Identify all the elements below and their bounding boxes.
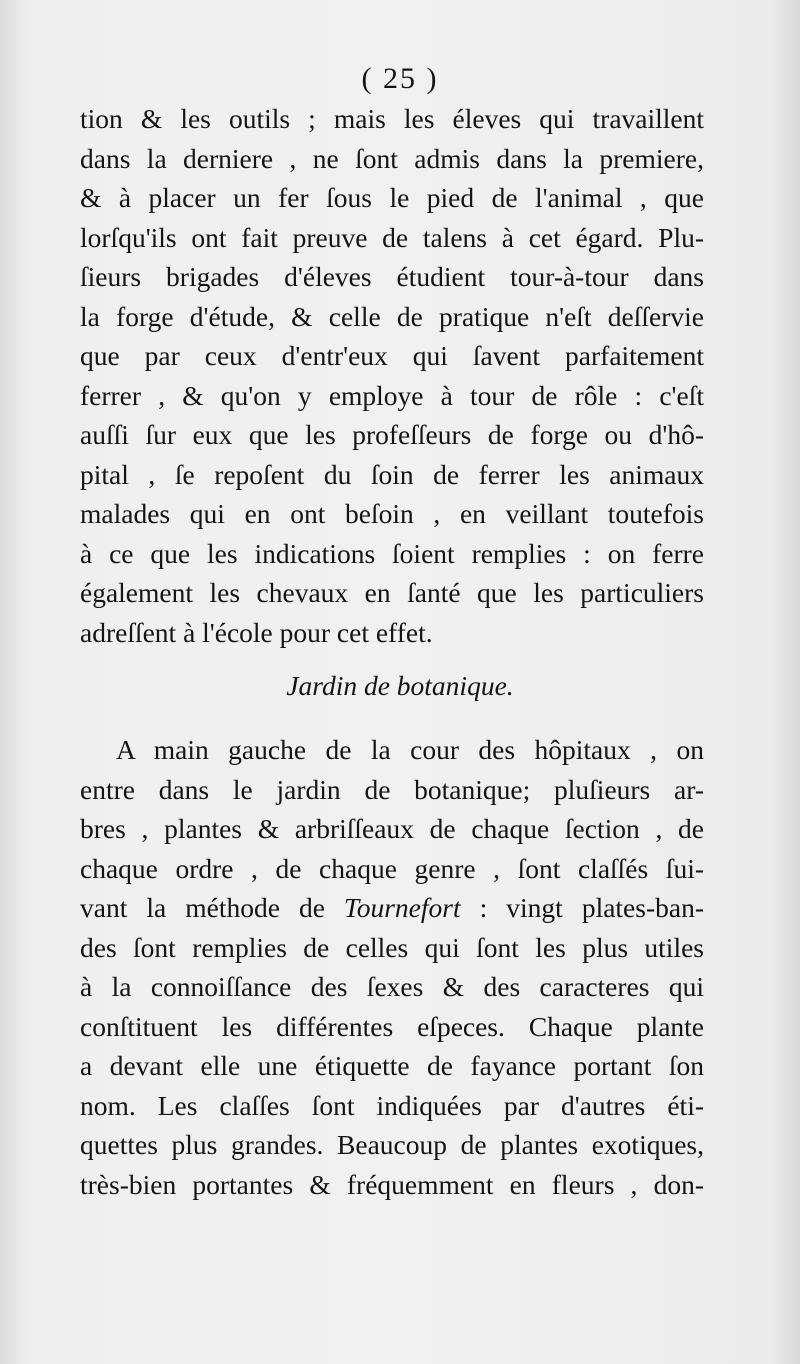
text-line: également les chevaux en ſanté que les particuliers — [80, 577, 704, 608]
text-line: ſieurs brigades d'éleves étudient tour-à-tour dans — [80, 261, 704, 292]
text-line: très-bien portantes & fréquemment en fleurs , don- — [80, 1168, 704, 1200]
text-line: que par ceux d'entr'eux qui ſavent parfaitement — [80, 340, 704, 371]
text-line: auſſi ſur eux que les profeſſeurs de forge ou d'hô- — [80, 419, 704, 450]
paragraph-botanique — [80, 730, 704, 1204]
text-line: à la connoiſſance des ſexes & des caracteres qui — [80, 971, 704, 1002]
text-line: des ſont remplies de celles qui ſont les plus utiles — [80, 931, 704, 963]
text-line: ferrer , & qu'on y employe à tour de rôle : c'eſt — [80, 379, 704, 411]
text-line: la forge d'étude, & celle de pratique n'eſt deſſervie — [80, 300, 704, 332]
text-segment: : vingt plates-ban- — [460, 892, 704, 923]
text-line-with-italic — [80, 888, 704, 928]
text-line: tion & les outils ; mais les éleves qui travaillent — [80, 103, 704, 134]
text-segment: vant la méthode de — [80, 892, 344, 923]
text-line: conſtituent les différentes eſpeces. Chaque plante — [80, 1010, 704, 1042]
text-line: dans la derniere , ne ſont admis dans la premiere, — [80, 142, 704, 174]
text-line: bres , plantes & arbriſſeaux de chaque ſection , de — [80, 813, 704, 844]
text-line: entre dans le jardin de botanique; pluſieurs ar- — [80, 773, 704, 805]
section-heading: Jardin de botanique. — [286, 670, 514, 701]
text-line: chaque ordre , de chaque genre , ſont claſſés ſui- — [80, 852, 704, 884]
text-line: pital , ſe repoſent du ſoin de ferrer les animaux — [80, 458, 704, 490]
paragraph-forge — [80, 99, 704, 652]
text-line: a devant elle une étiquette de fayance portant ſon — [80, 1050, 704, 1081]
text-line: & à placer un fer ſous le pied de l'animal , que — [80, 182, 704, 213]
text-line-first: A main gauche de la cour des hôpitaux , on — [116, 734, 704, 765]
text-line-last: adreſſent à l'école pour cet effet. — [80, 616, 433, 648]
italic-name: Tournefort — [343, 892, 461, 923]
text-line: lorſqu'ils ont fait preuve de talens à cet égard. Plu- — [80, 221, 704, 253]
page-number: ( 25 ) — [361, 62, 439, 95]
text-line: à ce que les indications ſoient remplies : on ferre — [80, 537, 704, 569]
text-line: malades qui en ont beſoin , en veillant toutefois — [80, 498, 704, 529]
text-line: nom. Les claſſes ſont indiquées par d'autres éti- — [80, 1089, 704, 1121]
text-line: quettes plus grandes. Beaucoup de plantes exotiques, — [80, 1129, 704, 1160]
